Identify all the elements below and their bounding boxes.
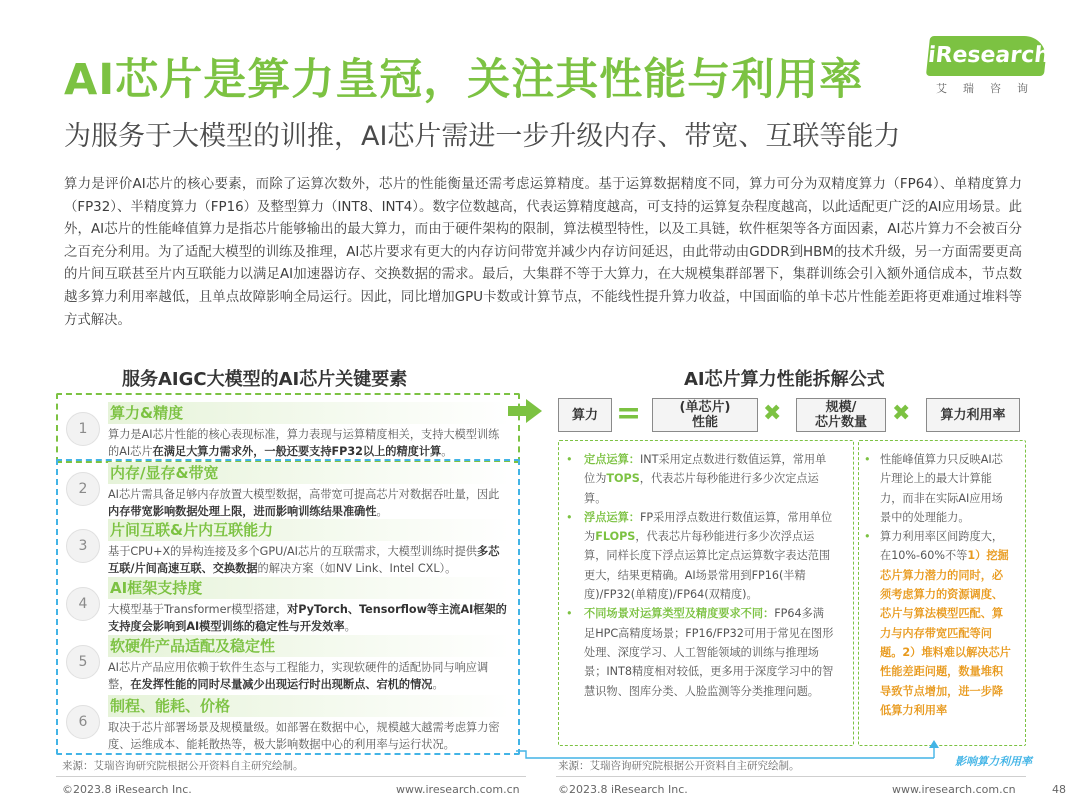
list-item: • 定点运算：INT采用定点数进行数值运算，常用单位为TOPS，代表芯片每秒能进行多少次定点运算。 [566, 453, 827, 505]
source-note-right: 来源：艾瑞咨询研究院根据公开资料自主研究绘制。 [558, 760, 800, 772]
list-item: • 浮点运算：FP采用浮点数进行数值运算，常用单位为FLOPS，代表芯片每秒能进行多少次浮点运算，同样长度下浮点运算比定点运算数字表达范围更大，结果更精确。AI场景常用到FP16(半精度)/FP32(单精度)/FP64(双精度)。 [566, 510, 833, 602]
factor-title: 制程、能耗、价格 [108, 695, 510, 717]
factor-number: 3 [66, 529, 100, 563]
list-item: • 不同场景对运算类型及精度要求不同：FP64多满足HPC高精度场景；FP16/FP32可用于常见在图形处理、深度学习、人工智能领域的训练与推理场景；INT8精度相对较低，更多用于深度学习中的智慧识物、图库分类、人脸监测等分类推理问题。 [566, 607, 834, 698]
factor-desc: 算力是AI芯片性能的核心表现标准，算力表现与运算精度相关，支持大模型训练的AI芯片在满足大算力需求外，一般还要支持FP32以上的精度计算。 [108, 428, 500, 458]
left-section-heading: 服务AIGC大模型的AI芯片关键要素 [122, 369, 408, 390]
factor-number: 2 [66, 472, 100, 506]
copyright-left: ©2023.8 iResearch Inc. [62, 783, 192, 796]
factor-title: AI框架支持度 [108, 577, 510, 599]
url-right[interactable]: www.iresearch.com.cn [892, 783, 1016, 796]
right-section-heading: AI芯片算力性能拆解公式 [684, 369, 885, 390]
effect-label: 影响算力利用率 [955, 755, 1032, 768]
factor-title: 片间互联&片内互联能力 [108, 519, 510, 541]
factor-number: 4 [66, 587, 100, 621]
page-number: 48 [1052, 783, 1066, 796]
factor-number: 1 [66, 412, 100, 446]
factor-number: 6 [66, 705, 100, 739]
page-title: AI芯片是算力皇冠，关注其性能与利用率 [64, 55, 864, 105]
page-subtitle: 为服务于大模型的训推，AI芯片需进一步升级内存、带宽、互联等能力 [64, 121, 901, 152]
url-left[interactable]: www.iresearch.com.cn [396, 783, 520, 796]
multiply-icon: ✖ [892, 401, 911, 426]
factor-desc: 大模型基于Transformer模型搭建，对PyTorch、Tensorflow等主流AI框架的支持度会影响到AI模型训练的稳定性与开发效率。 [108, 603, 507, 633]
factor-number: 5 [66, 645, 100, 679]
arrow-right-icon [508, 399, 542, 423]
factor-desc: 取决于芯片部署场景及规模量级。如部署在数据中心，规模越大越需考虑算力密度、运维成本、能耗散热等，极大影响数据中心的利用率与运行状况。 [108, 721, 500, 751]
logo-subtext: 艾瑞咨询 [936, 82, 1044, 95]
formula-term-utilization: 算力利用率 [926, 398, 1020, 432]
divider [556, 776, 1026, 777]
equals-icon: = [616, 396, 642, 431]
formula-term-scale: 规模/ 芯片数量 [796, 398, 886, 432]
factor-title: 软硬件产品适配及稳定性 [108, 635, 510, 657]
formula-term-performance: (单芯片) 性能 [652, 398, 758, 432]
factor-desc: AI芯片产品应用依赖于软件生态与工程能力，实现软硬件的适配协同与响应调整，在发挥性能的同时尽量减少出现运行时出现断点、宕机的情况。 [108, 661, 489, 691]
multiply-icon: ✖ [763, 401, 782, 426]
factor-desc: AI芯片需具备足够内存放置大模型数据，高带宽可提高芯片对数据吞吐量，因此内存带宽影响数据处理上限，进而影响训练结果准确性。 [108, 488, 500, 518]
list-item: • 算力利用率区间跨度大，在10%-60%不等1）挖掘芯片算力潜力的同时，必须考虑算力的资源调度、芯片与算法模型匹配、算力与内存带宽匹配等问题。2）堆料难以解决芯片性能差距问题，数量堆积导致节点增加，进一步降低算力利用率 [864, 530, 1011, 717]
logo-word: iResearch [926, 36, 1048, 76]
list-item: • 性能峰值算力只反映AI芯片理论上的最大计算能力，而非在实际AI应用场景中的处理能力。 [864, 453, 1003, 524]
intro-paragraph: 算力是评价AI芯片的核心要素，而除了运算次数外，芯片的性能衡量还需考虑运算精度。基于运算数据精度不同，算力可分为双精度算力（FP64）、单精度算力（FP32）、半精度算力（FP16）及整型算力（INT8、INT4）。数字位数越高，代表运算精度越高，可支持的运算复杂程度越高，以此适配更广泛的AI应用场景。此外，AI芯片的性能峰值算力是指芯片能够输出的最大算力，而由于硬件架构的限制，算法模型特性，以及工具链，软件框架等各方面因素，AI芯片算力不会被百分之百充分利用。为了适配大模型的训练及推理，AI芯片要求有更大的内存访问带宽并减少内存访问延迟，由此带动由GDDR到HBM的技术升级，另一方面需要更高的片间互联甚至片内互联能力以满足AI加速器访存、交换数据的需求。最后，大集群不等于大算力，在大规模集群部署下，集群训练会引入额外通信成本，节点数越多算力利用率越低，且单点故障影响全局运行。因此，同比增加GPU卡数或计算节点，不能线性提升算力收益，中国面临的单卡芯片性能差距将更难通过堆料等方式解决。 [64, 177, 1022, 328]
divider [56, 776, 526, 777]
formula-term-compute: 算力 [558, 398, 612, 432]
utilization-notes-list [864, 450, 1020, 720]
factor-title: 算力&精度 [108, 402, 510, 424]
performance-notes-list [566, 450, 848, 701]
factor-desc: 基于CPU+X的异构连接及多个GPU/AI芯片的互联需求，大模型训练时提供多芯互联/片间高速互联、交换数据的解决方案（如NV Link、Intel CXL）。 [108, 545, 500, 575]
copyright-right: ©2023.8 iResearch Inc. [558, 783, 688, 796]
factor-title: 内存/显存&带宽 [108, 462, 510, 484]
iresearch-logo [928, 36, 1058, 98]
source-note-left: 来源：艾瑞咨询研究院根据公开资料自主研究绘制。 [62, 760, 304, 772]
